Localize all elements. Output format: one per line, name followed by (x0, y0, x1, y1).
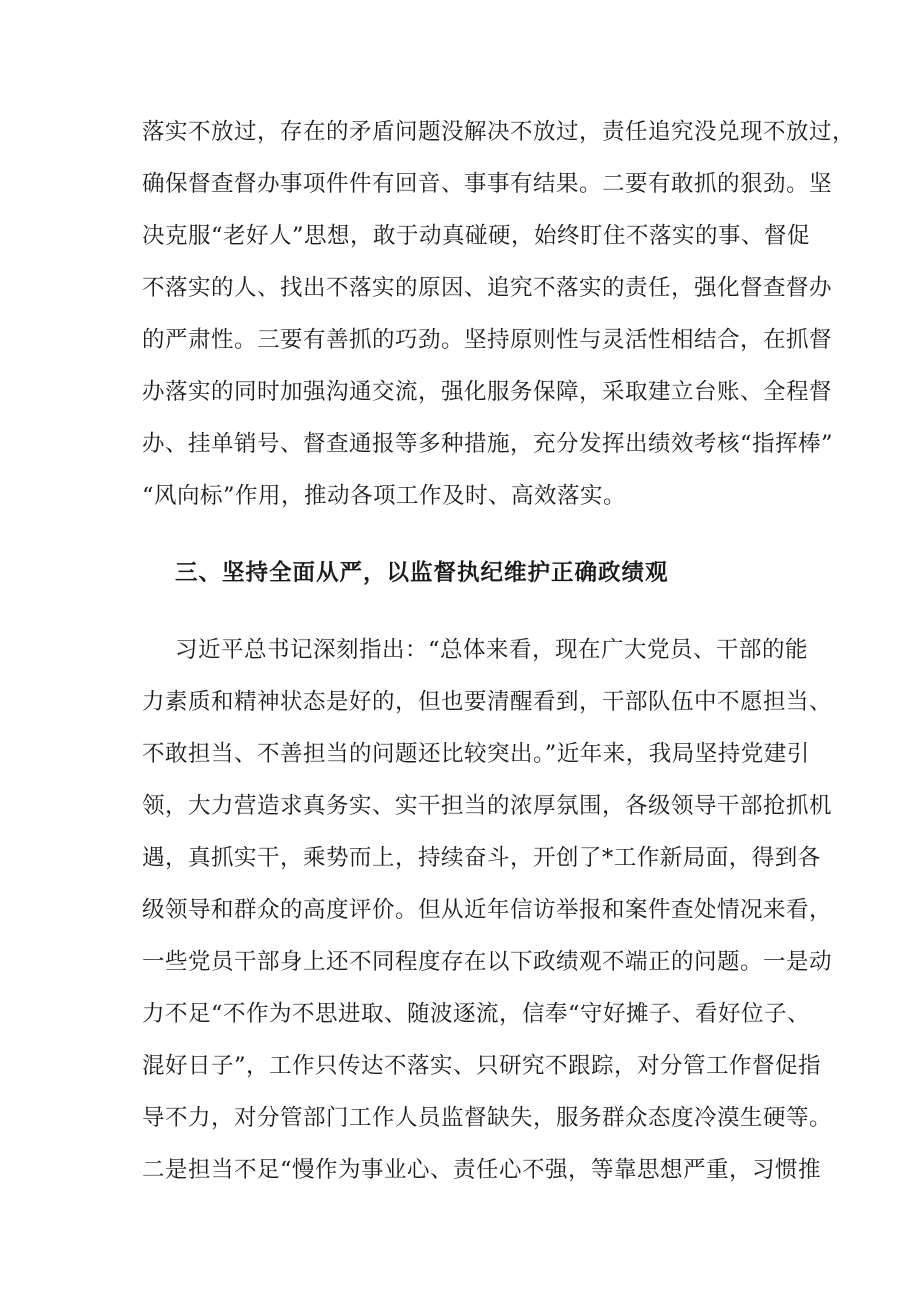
paragraph-2-line-8: 力不足“不作为不思进取、随波逐流，信奉“守好摊子、看好位子、 (142, 1001, 811, 1027)
paragraph-1-line-5: 的严肃性。三要有善抓的巧劲。坚持原则性与灵活性相结合，在抓督 (142, 327, 833, 353)
paragraph-2-line-9: 混好日子”，工作只传达不落实、只研究不跟踪，对分管工作督促指 (142, 1053, 822, 1079)
paragraph-2-line-7: 一些党员干部身上还不同程度存在以下政绩观不端正的问题。一是动 (142, 949, 833, 975)
paragraph-1-line-6: 办落实的同时加强沟通交流，强化服务保障，采取建立台账、全程督 (142, 379, 833, 405)
paragraph-1-line-3: 决克服“老好人”思想，敢于动真碰硬，始终盯住不落实的事、督促 (142, 223, 811, 249)
paragraph-1-line-4: 不落实的人、找出不落实的原因、追究不落实的责任，强化督查督办 (142, 275, 833, 301)
paragraph-1-line-2: 确保督查督办事项件件有回音、事事有结果。二要有敢抓的狠劲。坚 (142, 171, 833, 197)
paragraph-2-line-3: 不敢担当、不善担当的问题还比较突出。”近年来，我局坚持党建引 (142, 741, 810, 767)
paragraph-2-line-4: 领，大力营造求真务实、实干担当的浓厚氛围，各级领导干部抢抓机 (142, 793, 833, 819)
paragraph-1-line-7: 办、挂单销号、督查通报等多种措施，充分发挥出绩效考核“指挥棒” (142, 431, 834, 457)
paragraph-1-line-1: 落实不放过，存在的矛盾问题没解决不放过，责任追究没兑现不放过， (142, 119, 856, 145)
section-3-heading: 三、坚持全面从严，以监督执纪维护正确政绩观 (175, 560, 669, 586)
paragraph-2-line-1: 习近平总书记深刻指出：“总体来看，现在广大党员、干部的能 (175, 637, 809, 663)
paragraph-2-line-6: 级领导和群众的高度评价。但从近年信访举报和案件查处情况来看， (142, 897, 833, 923)
paragraph-2-line-11: 二是担当不足“慢作为事业心、责任心不强，等靠思想严重，习惯推 (142, 1157, 822, 1183)
paragraph-2-line-2: 力素质和精神状态是好的，但也要清醒看到，干部队伍中不愿担当、 (142, 689, 833, 715)
paragraph-1-line-8: “风向标”作用，推动各项工作及时、高效落实。 (142, 483, 627, 509)
paragraph-2-line-5: 遇，真抓实干，乘势而上，持续奋斗，开创了*工作新局面，得到各 (142, 845, 821, 871)
paragraph-2-line-10: 导不力，对分管部门工作人员监督缺失，服务群众态度冷漠生硬等。 (142, 1105, 833, 1131)
